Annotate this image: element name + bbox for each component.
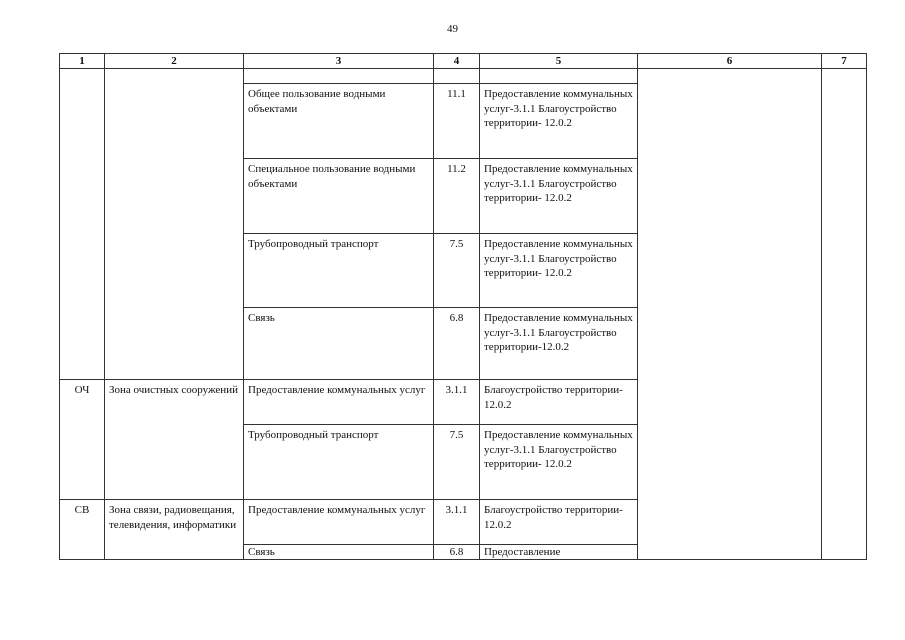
aux-use-cell: Предоставление коммунальных услуг-3.1.1 Благоустройство территории- 12.0.2 [480, 425, 638, 500]
zone-name-cell [105, 69, 244, 380]
zone-name-cell: Зона связи, радиовещания, телевидения, информатики [105, 500, 244, 560]
zone-name-cell: Зона очистных сооружений [105, 380, 244, 500]
use-code-cell: 7.5 [434, 234, 480, 308]
use-cell: Связь [244, 545, 434, 560]
use-code-cell: 3.1.1 [434, 380, 480, 425]
column-7-cell [822, 69, 867, 560]
use-code-cell: 11.2 [434, 159, 480, 234]
aux-use-cell [480, 69, 638, 84]
use-code-cell: 7.5 [434, 425, 480, 500]
use-cell [244, 69, 434, 84]
use-cell: Трубопроводный транспорт [244, 425, 434, 500]
table-row [60, 69, 867, 84]
column-6-cell [638, 69, 822, 560]
use-cell: Предоставление коммунальных услуг [244, 380, 434, 425]
aux-use-cell: Предоставление коммунальных услуг-3.1.1 Благоустройство территории-12.0.2 [480, 308, 638, 380]
header-cell: 2 [105, 54, 244, 69]
use-cell: Общее пользование водными объектами [244, 84, 434, 159]
use-code-cell [434, 69, 480, 84]
header-cell: 3 [244, 54, 434, 69]
use-code-cell: 6.8 [434, 308, 480, 380]
aux-use-cell: Благоустройство территории- 12.0.2 [480, 500, 638, 545]
zone-code-cell [60, 69, 105, 380]
aux-use-cell: Предоставление коммунальных услуг-3.1.1 Благоустройство территории- 12.0.2 [480, 234, 638, 308]
aux-use-cell: Предоставление коммунальных услуг-3.1.1 Благоустройство территории- 12.0.2 [480, 159, 638, 234]
zone-code-cell: ОЧ [60, 380, 105, 500]
use-cell: Специальное пользование водными объектами [244, 159, 434, 234]
use-cell: Предоставление коммунальных услуг [244, 500, 434, 545]
page-number: 49 [447, 23, 458, 35]
use-code-cell: 11.1 [434, 84, 480, 159]
header-cell: 7 [822, 54, 867, 69]
header-row [60, 54, 867, 69]
zone-code-cell: СВ [60, 500, 105, 560]
aux-use-cell: Предоставление [480, 545, 638, 560]
header-cell: 5 [480, 54, 638, 69]
zones-table [59, 53, 867, 560]
use-code-cell: 6.8 [434, 545, 480, 560]
header-cell: 1 [60, 54, 105, 69]
use-cell: Связь [244, 308, 434, 380]
use-code-cell: 3.1.1 [434, 500, 480, 545]
aux-use-cell: Благоустройство территории- 12.0.2 [480, 380, 638, 425]
use-cell: Трубопроводный транспорт [244, 234, 434, 308]
header-cell: 6 [638, 54, 822, 69]
header-cell: 4 [434, 54, 480, 69]
aux-use-cell: Предоставление коммунальных услуг-3.1.1 Благоустройство территории- 12.0.2 [480, 84, 638, 159]
